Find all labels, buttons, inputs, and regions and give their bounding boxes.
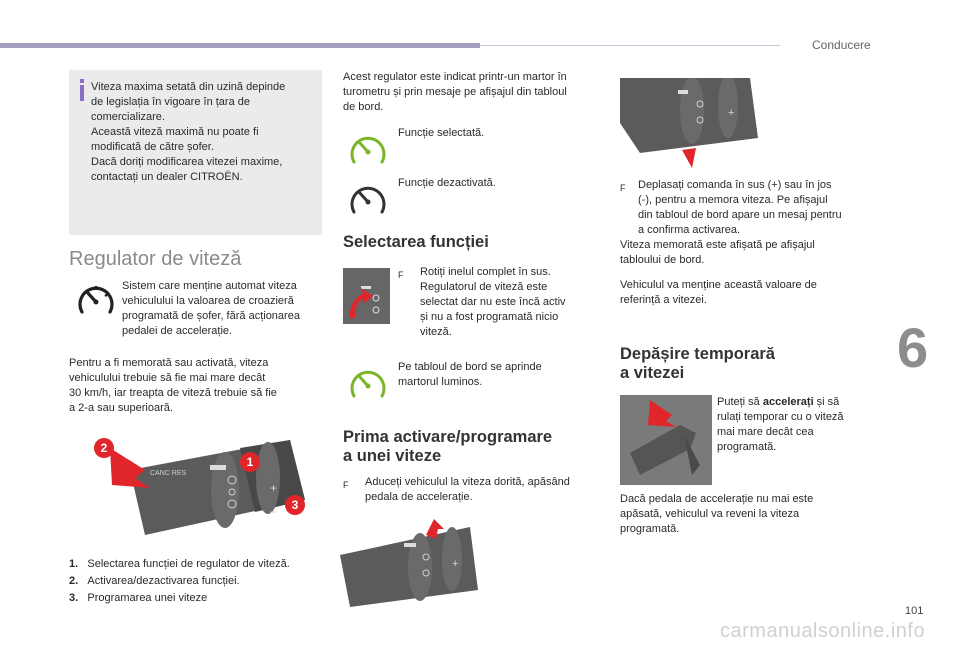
selection-text [420,265,590,340]
text-line: rulați temporar cu o viteză [717,411,844,423]
text-line: a confirma activarea. [638,224,741,236]
speedometer-lamp-icon [346,366,390,402]
stored-text [620,238,880,268]
text-line: de bord. [343,101,384,113]
numbered-list [69,556,329,607]
text-line: Vehiculul va menține această valoare de [620,279,817,291]
callout-2-label: 2 [100,441,108,455]
page-number: 101 [905,605,924,617]
override-text [717,395,877,455]
text-line: Rotiți inelul complet în sus. [420,266,551,278]
text-line: selectat dar nu este încă activ [420,296,566,308]
plus-glyph: + [270,481,278,495]
text-line: programată. [717,441,777,453]
release-text [620,492,880,537]
info-line: Dacă doriți modificarea vitezei maxime, [91,156,283,168]
text-line: Pentru a fi memorată sau activată, viteza [69,357,269,369]
arrow-down [682,148,696,168]
info-icon [77,79,87,101]
text-line: pedala de accelerație. [365,491,473,503]
watermark: carmanualsonline.info [720,620,926,642]
text-line: Viteza memorată este afișată pe afișajul [620,239,815,251]
svg-text:+: + [452,558,459,570]
regulator-intro [122,279,322,339]
info-line: comercializare. [91,111,165,123]
lever-illustration-press [340,515,480,607]
svg-text:+: + [728,107,735,119]
text-line: Puteți să accelerați și să [717,396,840,408]
text-line: Dacă pedala de accelerație nu mai este [620,493,814,505]
disabled-label: Funcție dezactivată. [398,177,496,189]
lever-illustration-ring [343,268,390,324]
info-line: modificată de către șofer. [91,141,214,153]
chapter-number: 6 [897,316,929,379]
text-line: Pe tabloul de bord se aprinde [398,361,542,373]
text-line: programată de șofer, fără acționarea [122,310,300,322]
regulator-condition [69,356,322,416]
text-line: Regulatorul de viteză este [420,281,548,293]
text-line: turometru și prin mesaje pe afișajul din tabloul [343,86,567,98]
selected-label: Funcție selectată. [398,127,485,139]
text-line: a 2-a sau superioară. [69,402,173,414]
text-line: Deplasați comanda în sus (+) sau în jos [638,179,832,191]
info-line: Această viteză maximă nu poate fi [91,126,259,138]
text-line: mai mare decât cea [717,426,814,438]
callout-1-label: 1 [246,455,254,469]
text-line: referință a vitezei. [620,294,707,306]
info-line: de legislația în vigoare în țara de [91,96,250,108]
accelerator-pedal-illustration [620,395,712,485]
info-line: contactați un dealer CITROËN. [91,171,243,183]
text-line: pedalei de accelerație. [122,325,233,337]
title-line: Depășire temporară [620,345,775,363]
indicator-text [343,70,598,115]
title-line: a unei viteze [343,447,442,465]
lever-label: CANC RES [150,470,187,477]
callout-3-label: 3 [291,498,299,512]
header-bar [0,43,480,48]
speedometer-green-icon [346,132,390,168]
first-activation-title [343,428,552,466]
text-line: (-), pentru a memora viteza. Pe afișajul [638,194,828,206]
lamp-text [398,360,588,390]
first-activation-text [365,475,595,505]
regulator-title: Regulator de viteză [69,248,242,270]
text-line: 30 km/h, iar treapta de viteză trebuie să fie [69,387,277,399]
list-item: 3. Programarea unei viteze [69,592,208,604]
speedometer-icon [74,282,118,318]
title-line: Prima activare/programare [343,428,553,446]
info-text [91,80,316,185]
lever-illustration-adjust [620,78,758,168]
text-line: Aduceți vehiculul la viteza dorită, apăsând [365,476,570,488]
bullet: F [343,480,349,490]
title-line: a vitezei [620,364,685,382]
bullet: F [620,183,626,193]
text-line: vehiculului trebuie să fie mai mare decât [69,372,266,384]
section-title: Conducere [812,38,871,52]
text-line: vehiculului la valoarea de croazieră [122,295,294,307]
speedometer-grey-icon [346,182,390,218]
minus-glyph: – [270,504,277,518]
lever-illustration-main [90,430,315,550]
text-line: apăsată, vehiculul va reveni la viteza [620,508,800,520]
text-line: Sistem care menține automat viteza [122,280,297,292]
override-title [620,345,775,383]
text-line: din tabloul de bord apare un mesaj pentru [638,209,842,221]
text-line: programată. [620,523,680,535]
text-line: Acest regulator este indicat printr-un martor în [343,71,567,83]
text-line: tabloului de bord. [620,254,705,266]
list-item: 1. Selectarea funcției de regulator de viteză. [69,558,290,570]
text-line: viteză. [420,326,452,338]
header-rule [480,45,780,46]
bullet: F [398,270,404,280]
keep-text [620,278,880,308]
text-line: martorul luminos. [398,376,483,388]
info-line: Viteza maxima setată din uzină depinde [91,81,286,93]
adjust-text [638,178,878,238]
list-item: 2. Activarea/dezactivarea funcției. [69,575,240,587]
text-line: și nu a fost programată nicio [420,311,559,323]
selection-title: Selectarea funcției [343,233,489,251]
